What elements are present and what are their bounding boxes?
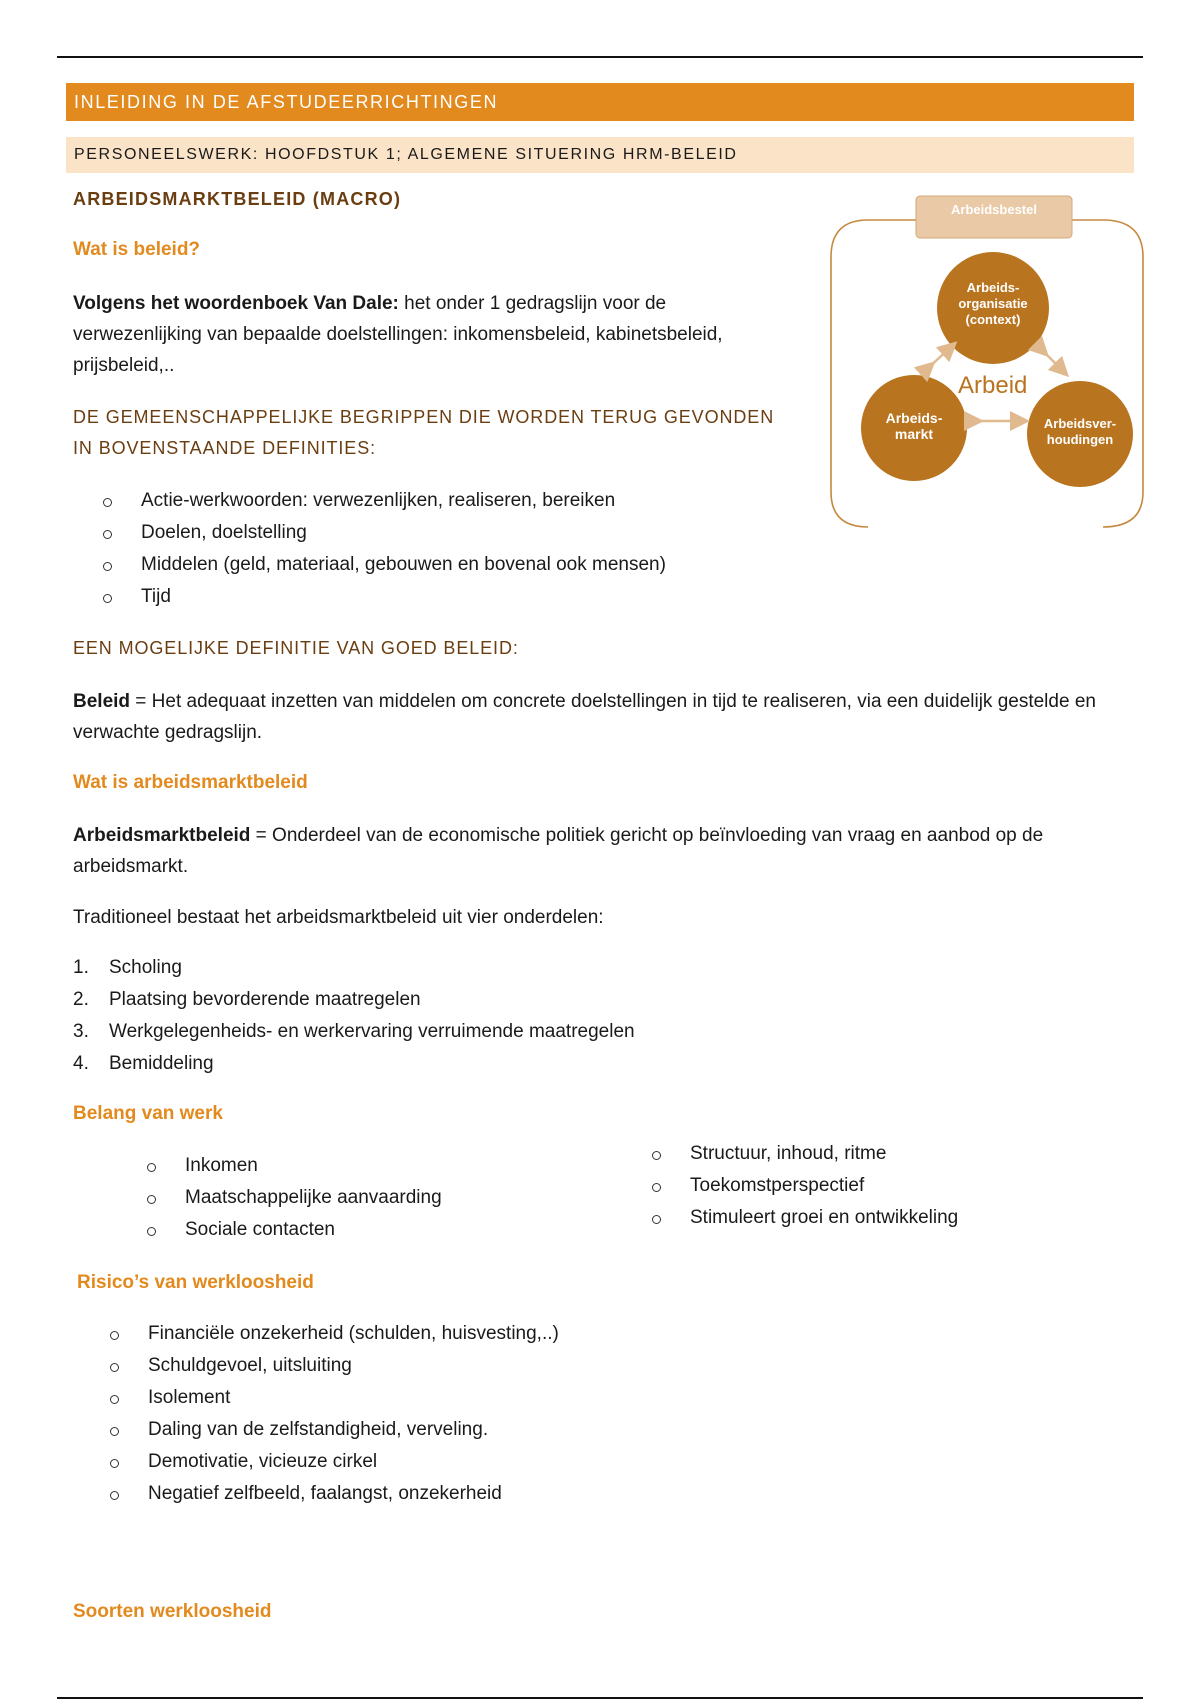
list-item: Structuur, inhoud, ritme <box>652 1138 958 1170</box>
diagram-frame <box>831 220 916 527</box>
belang-list-right <box>652 1138 958 1234</box>
list-item: Actie-werkwoorden: verwezenlijken, realiseren, bereiken <box>103 485 666 517</box>
circle-left-label: Arbeids- markt <box>885 410 943 442</box>
arbeid-diagram <box>828 192 1148 532</box>
circle-right-label: Arbeidsver- houdingen <box>1043 416 1117 447</box>
list-item: Tijd <box>103 581 666 613</box>
top-box-label: Arbeidsbestel <box>951 202 1037 217</box>
beleid-text: = Het adequaat inzetten van middelen om concrete doelstellingen in tijd te realiseren, via een duidelijk gestelde en verwachte gedragslijn. <box>73 691 1096 743</box>
risico-list <box>110 1318 559 1510</box>
list-item: Maatschappelijke aanvaarding <box>147 1182 442 1214</box>
heading-belang-van-werk: Belang van werk <box>73 1103 223 1124</box>
bottom-rule <box>57 1697 1143 1699</box>
beleid-label: Beleid <box>73 691 131 712</box>
heading-wat-is-beleid: Wat is beleid? <box>73 239 201 260</box>
vandale-text: het onder 1 gedragslijn voor de verwezenlijking van bepaalde doelstellingen: inkomensbeleid, kabinetsbeleid, prijsbeleid,.. <box>73 293 723 376</box>
list-item: Isolement <box>110 1382 559 1414</box>
vandale-label: Volgens het woordenboek Van Dale: <box>73 293 399 314</box>
heading-wat-is-arbeidsmarktbeleid: Wat is arbeidsmarktbeleid <box>73 772 308 793</box>
vandale-paragraph <box>73 288 793 381</box>
list-item: 1. Scholing <box>73 957 182 978</box>
arrow-left-top <box>928 348 950 368</box>
list-item: Middelen (geld, materiaal, gebouwen en bovenal ook mensen) <box>103 549 666 581</box>
section-title: ARBEIDSMARKTBELEID (MACRO) <box>73 189 402 209</box>
list-item: Toekomstperspectief <box>652 1170 958 1202</box>
list-item: Negatief zelfbeeld, faalangst, onzekerheid <box>110 1478 559 1510</box>
center-label: Arbeid <box>958 372 1028 399</box>
heading-risicos: Risico’s van werkloosheid <box>77 1272 314 1293</box>
belang-list-left <box>147 1150 442 1246</box>
heading-soorten-werkloosheid: Soorten werkloosheid <box>73 1601 272 1622</box>
list-item: 4. Bemiddeling <box>73 1053 214 1074</box>
beleid-definition <box>73 686 1133 748</box>
diagram-graphics <box>828 192 1148 532</box>
list-item: Inkomen <box>147 1150 442 1182</box>
course-title-band: INLEIDING IN DE AFSTUDEERRICHTINGEN <box>66 83 1134 121</box>
list-item: 2. Plaatsing bevorderende maatregelen <box>73 989 421 1010</box>
list-item: 3. Werkgelegenheids- en werkervaring verruimende maatregelen <box>73 1021 635 1042</box>
traditional-list <box>73 952 635 1080</box>
arbeidsmarktbeleid-label: Arbeidsmarktbeleid <box>73 825 251 846</box>
common-concepts-list <box>103 485 666 613</box>
list-item: Sociale contacten <box>147 1214 442 1246</box>
list-item: Daling van de zelfstandigheid, verveling. <box>110 1414 559 1446</box>
list-item: Demotivatie, vicieuze cirkel <box>110 1446 559 1478</box>
list-item: Stimuleert groei en ontwikkeling <box>652 1202 958 1234</box>
list-item: Schuldgevoel, uitsluiting <box>110 1350 559 1382</box>
list-item: Doelen, doelstelling <box>103 517 666 549</box>
top-rule <box>57 56 1143 58</box>
arrow-right-top <box>1042 350 1062 370</box>
arbeidsmarktbeleid-text: = Onderdeel van de economische politiek gericht op beïnvloeding van vraag en aanbod op de arbeidsmarkt. <box>73 825 1044 877</box>
good-policy-heading: EEN MOGELIJKE DEFINITIE VAN GOED BELEID: <box>73 638 519 658</box>
circle-top-label: Arbeids- organisatie (context) <box>958 280 1028 327</box>
arbeidsmarktbeleid-definition <box>73 820 1133 882</box>
list-item: Financiële onzekerheid (schulden, huisvesting,..) <box>110 1318 559 1350</box>
traditional-intro: Traditioneel bestaat het arbeidsmarktbeleid uit vier onderdelen: <box>73 907 604 928</box>
common-concepts-heading: DE GEMEENSCHAPPELIJKE BEGRIPPEN DIE WORDEN TERUG GEVONDEN IN BOVENSTAANDE DEFINITIES: <box>73 407 775 458</box>
chapter-title-band: PERSONEELSWERK: HOOFDSTUK 1; ALGEMENE SITUERING HRM-BELEID <box>66 137 1134 173</box>
